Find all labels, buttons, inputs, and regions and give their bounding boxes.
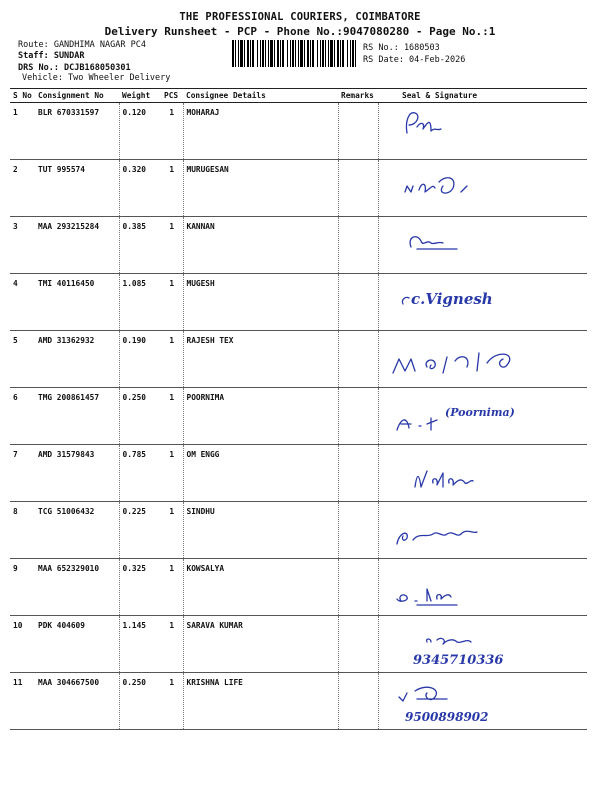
row-weight: 1.145 — [119, 616, 161, 673]
row-consignee: MOHARAJ — [183, 103, 338, 160]
vehicle-label: Vehicle: Two Wheeler Delivery — [22, 73, 171, 83]
row-consignee: KANNAN — [183, 217, 338, 274]
row-sno: 6 — [10, 388, 35, 445]
drs-number: DRS No.: DCJB168050301 — [18, 63, 131, 73]
row-sno: 3 — [10, 217, 35, 274]
signature-image — [387, 333, 587, 381]
route-label: Route: GANDHIMA NAGAR PC4 — [18, 40, 146, 50]
row-remarks — [338, 445, 378, 502]
row-weight: 0.320 — [119, 160, 161, 217]
barcode-image — [232, 40, 358, 67]
table-row — [10, 160, 587, 217]
row-consignment-no: TCG 51006432 — [35, 502, 119, 559]
row-remarks — [338, 160, 378, 217]
row-consignment-no: MAA 293215284 — [35, 217, 119, 274]
col-consignment-header: Consignment No — [35, 89, 119, 103]
row-remarks — [338, 388, 378, 445]
row-weight: 0.190 — [119, 331, 161, 388]
row-pcs: 1 — [161, 502, 183, 559]
signature-image — [387, 447, 587, 495]
row-signature — [378, 103, 587, 160]
row-consignment-no: AMD 31362932 — [35, 331, 119, 388]
row-remarks — [338, 331, 378, 388]
table-header-row — [10, 89, 587, 103]
runsheet-title: Delivery Runsheet - PCP - Phone No.:9047080280 - Page No.:1 — [104, 25, 496, 38]
row-remarks — [338, 217, 378, 274]
row-weight: 0.250 — [119, 673, 161, 730]
row-sno: 5 — [10, 331, 35, 388]
row-pcs: 1 — [161, 388, 183, 445]
table-row — [10, 217, 587, 274]
row-pcs: 1 — [161, 673, 183, 730]
row-weight: 0.385 — [119, 217, 161, 274]
row-pcs: 1 — [161, 616, 183, 673]
table-row — [10, 502, 587, 559]
row-pcs: 1 — [161, 103, 183, 160]
signature-image — [387, 276, 587, 324]
signature-image — [387, 219, 587, 267]
row-signature — [378, 160, 587, 217]
row-remarks — [338, 274, 378, 331]
row-consignee: MUGESH — [183, 274, 338, 331]
signature-image — [387, 561, 587, 609]
table-row — [10, 388, 587, 445]
svg-text:(Poornima): (Poornima) — [444, 406, 515, 419]
row-sno: 1 — [10, 103, 35, 160]
rs-date: RS Date: 04-Feb-2026 — [363, 55, 466, 65]
row-sno: 10 — [10, 616, 35, 673]
table-row — [10, 103, 587, 160]
row-sno: 4 — [10, 274, 35, 331]
runsheet-table — [10, 88, 587, 730]
row-consignee: MURUGESAN — [183, 160, 338, 217]
row-consignee: POORNIMA — [183, 388, 338, 445]
row-consignment-no: TUT 995574 — [35, 160, 119, 217]
row-consignee: KOWSALYA — [183, 559, 338, 616]
signature-image — [387, 504, 587, 552]
row-signature — [378, 502, 587, 559]
row-signature — [378, 559, 587, 616]
row-consignee: OM ENGG — [183, 445, 338, 502]
row-weight: 0.250 — [119, 388, 161, 445]
svg-text:9345710336: 9345710336 — [412, 653, 503, 668]
signature-image — [387, 618, 587, 666]
row-sno: 7 — [10, 445, 35, 502]
row-weight: 0.785 — [119, 445, 161, 502]
row-sno: 8 — [10, 502, 35, 559]
row-signature — [378, 217, 587, 274]
svg-text:c.Vignesh: c.Vignesh — [410, 290, 493, 308]
col-signature-header: Seal & Signature — [378, 89, 587, 103]
row-remarks — [338, 559, 378, 616]
row-remarks — [338, 673, 378, 730]
row-consignment-no: AMD 31579843 — [35, 445, 119, 502]
row-signature — [378, 274, 587, 331]
row-consignee: SARAVA KUMAR — [183, 616, 338, 673]
col-remarks-header: Remarks — [338, 89, 378, 103]
col-weight-header: Weight — [119, 89, 161, 103]
row-consignment-no: MAA 304667500 — [35, 673, 119, 730]
row-signature — [378, 616, 587, 673]
row-consignment-no: MAA 652329010 — [35, 559, 119, 616]
table-row — [10, 673, 587, 730]
row-consignment-no: TMG 200861457 — [35, 388, 119, 445]
row-pcs: 1 — [161, 445, 183, 502]
row-signature — [378, 388, 587, 445]
row-signature — [378, 673, 587, 730]
table-row — [10, 331, 587, 388]
company-name: THE PROFESSIONAL COURIERS, COIMBATORE — [179, 11, 421, 23]
row-signature — [378, 331, 587, 388]
row-consignment-no: BLR 670331597 — [35, 103, 119, 160]
row-pcs: 1 — [161, 160, 183, 217]
row-remarks — [338, 502, 378, 559]
row-consignment-no: TMI 40116450 — [35, 274, 119, 331]
row-sno: 11 — [10, 673, 35, 730]
table-row — [10, 445, 587, 502]
row-remarks — [338, 103, 378, 160]
col-pcs-header: PCS — [161, 89, 183, 103]
row-consignee: SINDHU — [183, 502, 338, 559]
row-weight: 1.085 — [119, 274, 161, 331]
col-consignee-header: Consignee Details — [183, 89, 338, 103]
row-pcs: 1 — [161, 559, 183, 616]
table-row — [10, 559, 587, 616]
row-sno: 9 — [10, 559, 35, 616]
signature-image — [387, 105, 587, 153]
rs-number: RS No.: 1680503 — [363, 43, 440, 53]
row-weight: 0.325 — [119, 559, 161, 616]
svg-text:9500898902: 9500898902 — [404, 710, 488, 724]
row-weight: 0.225 — [119, 502, 161, 559]
col-sno-header: S No — [10, 89, 35, 103]
row-consignee: KRISHNA LIFE — [183, 673, 338, 730]
signature-image — [387, 675, 587, 723]
table-row — [10, 274, 587, 331]
row-signature — [378, 445, 587, 502]
row-pcs: 1 — [161, 274, 183, 331]
staff-label: Staff: SUNDAR — [18, 51, 85, 61]
row-sno: 2 — [10, 160, 35, 217]
row-remarks — [338, 616, 378, 673]
row-pcs: 1 — [161, 217, 183, 274]
row-consignment-no: PDK 404609 — [35, 616, 119, 673]
signature-image — [387, 162, 587, 210]
row-weight: 0.120 — [119, 103, 161, 160]
row-pcs: 1 — [161, 331, 183, 388]
signature-image — [387, 390, 587, 438]
row-consignee: RAJESH TEX — [183, 331, 338, 388]
table-row — [10, 616, 587, 673]
